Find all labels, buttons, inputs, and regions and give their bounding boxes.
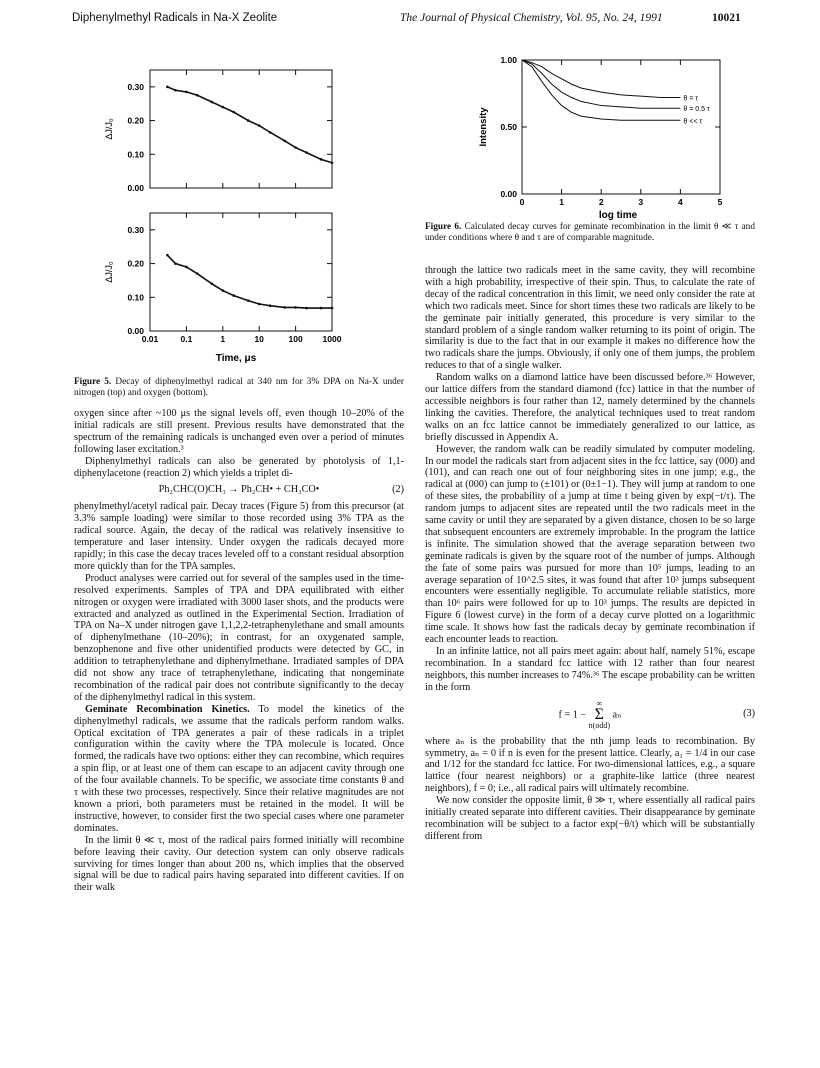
plot-frame	[150, 70, 332, 188]
equation-2-body: Ph₂CHC(O)CH₃ → Ph₂CH• + CH₃CO•	[158, 484, 320, 496]
x-tick-label: 0	[519, 197, 525, 207]
x-tick-label: 1	[559, 197, 564, 207]
decay-trace	[167, 255, 332, 308]
x-tick-label: 1000	[322, 334, 342, 344]
paragraph	[74, 704, 404, 835]
x-tick-label: 0.01	[141, 334, 159, 344]
paragraph: We now consider the opposite limit, θ ≫ τ, where essentially all radical pairs initially created separate into different cavities. Their disappearance by geminate recombination will be subject to a factor exp(−θ/t) which will be substantially different from	[425, 795, 755, 842]
series-label: θ = 0.5 τ	[683, 106, 710, 114]
paragraph: phenylmethyl/acetyl radical pair. Decay traces (Figure 5) from this precursor (at 3.3% sample loading) were similar to those recorded using 3% TPA as the radical source. Again, the decay of the radical was relatively insensitive to temperature and laser intensity. Under oxygen the radicals decayed more rapidly; in this case the decay traces leveled off to a constant residual absorption more quickly than for the TPA samples.	[74, 501, 404, 572]
y-tick-label: 0.30	[127, 81, 144, 92]
equation-3-term: aₙ	[612, 708, 622, 720]
series-line	[522, 60, 680, 108]
plot-frame	[522, 60, 720, 194]
y-axis-label: Intensity	[478, 107, 489, 147]
figure-6-caption-label: Figure 6.	[425, 222, 462, 232]
y-tick-label: 0.20	[127, 115, 144, 126]
x-tick-label: 2	[598, 197, 604, 207]
paragraph: Random walks on a diamond lattice have been discussed before.³⁶ However, our lattice differs from the standard diamond (fcc) lattice in that the number of accessible neighbors is four rather than 12, namely determined by the channels linking the cavities. Therefore, the analytical techniques used to treat random walks on an fcc lattice cannot be immediately generalized to our lattice, as briefly discussed in Appendix A.	[425, 372, 755, 443]
paragraph: However, the random walk can be readily simulated by computer modeling. In our model the radicals start from adjacent sites in the fcc lattice, say (000) and (101), and can reach one out of four neighboring sites in one jump; e.g., the radical at (000) can jump to (±101) or (0±1−1). They will jump at random to one of these sites, the probability of a jump at time t being given by exp(−t/τ). The random jumps to adjacent sites are repeated until the two radicals meet in the same cavity or until they are separated by a given distance, chosen to be so large that subsequent encounters are extremely improbable. In the program the lattice is infinite. The simulation showed that the average separation between two geminate radicals is given by the square root of the number of jumps. Although the fate of some pairs was pursued for more than 10⁵ jumps, leading to an average separation of 10^2.5 sites, it was found that after 10³ jumps subsequent encounters were essentially negligible. To accumulate reliable statistics, more than 10⁶ pairs were followed for up to 10³ jumps. The results are depicted in Figure 6 (lowest curve) in the form of a decay curve plotted on a logarithmic time scale. It shows how fast the radicals decay by geminate recombination if each encounter leads to reaction.	[425, 443, 755, 646]
y-tick-label: 0.20	[127, 258, 144, 269]
y-axis-label: ΔJ/J₀	[104, 118, 114, 140]
left-column	[74, 408, 404, 894]
figure-6-plot	[478, 55, 723, 207]
paragraph: oxygen since after ~100 μs the signal levels off, even though 10–20% of the initial radicals are still present. Previous results have demonstrated that the spectrum of the remaining radicals is unchanged even over a period of minutes following laser excitation.³	[74, 408, 404, 455]
equation-3	[425, 700, 755, 730]
paragraph: through the lattice two radicals meet in the same cavity, they will recombine with a high probability, irrespective of their spin. Thus, to calculate the rate of decay of the radical concentration in this limit, we need only consider the rate at which two radicals meet. Since for short times these two radicals are likely to be the geminate pair initially generated, this procedure is very similar to the standard problem of a single random walker returning to its point of origin. The similarity is due to the fact that in our example it makes no difference how the two radicals share the jumps. Obviously, if only one of them jumps, the problem reduces to that of a single walker.	[425, 265, 755, 372]
x-tick-label: 100	[288, 334, 303, 344]
series-label: θ = τ	[683, 95, 699, 103]
x-tick-label: 3	[638, 197, 644, 207]
right-column	[425, 265, 755, 843]
decay-trace	[167, 87, 332, 163]
section-heading: Geminate Recombination Kinetics.	[85, 703, 250, 715]
journal-citation: The Journal of Physical Chemistry, Vol. 95, No. 24, 1991	[400, 12, 663, 24]
equation-2	[74, 484, 404, 496]
paragraph: where aₙ is the probability that the nth jump leads to recombination. By symmetry, aₙ = 0 if n is even for the present lattice. Clearly, a₁ = 1/4 in our case and 1/12 for the standard fcc lattice. For two-dimensional lattices, e.g., a square lattice (four nearest neighbors) or a graphite-like lattice (three nearest neighbors), f = 0; i.e., all radical pairs will ultimately recombine.	[425, 735, 755, 795]
figure-5-bottom-panel	[104, 213, 342, 344]
equation-3-sum-bottom: n(odd)	[588, 720, 610, 730]
paragraph: Product analyses were carried out for several of the samples used in the time-resolved experiments. Samples of TPA and DPA equilibrated with either nitrogen or oxygen were irradiated with 3000 laser shots, and the products were extracted and analyzed as outlined in the Experimental Section. Irradiation of TPA on Na–X under nitrogen gave 1,1,2,2-tetraphenylethane and small amounts of diphenylmethane (10–20%); in contrast, for an oxygenated sample, benzophenone and five other unidentified products were detected by GC, in addition to tetraphenylethane and diphenylmethane. Irradiated samples of DPA did not show any trace of tetraphenylethane, indicating that nongeminate recombination of the radical pair does not contribute significantly to the decay of the diphenylmethyl radical in this system.	[74, 572, 404, 703]
plot-frame	[150, 213, 332, 331]
y-tick-label: 0.30	[127, 224, 144, 235]
equation-3-sigma: Σ	[594, 705, 604, 723]
series-line	[522, 60, 680, 98]
equation-3-number: (3)	[743, 707, 755, 719]
figure-6-caption-text: Calculated decay curves for geminate recombination in the limit θ ≪ τ and under conditions where θ and τ are of comparable magnitude.	[425, 222, 755, 243]
y-tick-label: 0.50	[500, 122, 517, 132]
y-tick-label: 0.00	[500, 189, 517, 199]
figure-5-xlabel: Time, μs	[215, 353, 257, 364]
equation-3-lhs: f = 1 −	[558, 708, 587, 720]
paragraph: Diphenylmethyl radicals can also be generated by photolysis of 1,1-diphenylacetone (reaction 2) which yields a triplet di-	[74, 455, 404, 479]
running-title: Diphenylmethyl Radicals in Na-X Zeolite	[72, 12, 278, 24]
paragraph-text: To model the kinetics of the diphenylmethyl radicals, we assume that the radicals perform random walks. Optical excitation of TPA generates a pair of these radicals in a triplet configuration within the cavity where the TPA molecule is located. Once formed, the radicals have two options: either they can recombine, which requires a spin flip, or at least one of them can escape to an adjacent cavity through one of the four available channels. To be specific, we associate time constants θ and τ with these two processes, respectively. Since their relative magnitudes are not known a priori, both parameters must be retained in the model. It will be instructive, however, to consider first the two special cases where one parameter dominates.	[74, 703, 404, 834]
equation-2-number: (2)	[392, 484, 404, 496]
y-axis-label: ΔJ/J₀	[104, 261, 114, 283]
figure-5-caption	[74, 377, 404, 399]
y-tick-label: 0.10	[127, 292, 144, 303]
series-label: θ << τ	[683, 118, 703, 126]
figure-5-caption-text: Decay of diphenylmethyl radical at 340 nm for 3% DPA on Na-X under nitrogen (top) and oxygen (bottom).	[74, 377, 405, 398]
x-tick-label: 4	[678, 197, 683, 207]
x-tick-label: 5	[717, 197, 723, 207]
figure-5-top-panel	[104, 70, 333, 193]
equation-3-sum-top: ∞	[596, 698, 603, 708]
paragraph: In an infinite lattice, not all pairs meet again: about half, namely 51%, escape recombination. In a standard fcc lattice with 12 rather than four nearest neighbors, this number increases to 74%.³⁶ The escape probability can be written in the form	[425, 646, 755, 693]
x-tick-label: 10	[254, 334, 264, 344]
y-tick-label: 1.00	[500, 55, 517, 65]
x-tick-label: 0.1	[180, 334, 193, 344]
y-tick-label: 0.00	[127, 326, 144, 336]
x-tick-label: 1	[220, 334, 226, 344]
figure-6-xlabel: log time	[598, 210, 638, 221]
y-tick-label: 0.10	[127, 149, 144, 160]
figure-6-caption	[425, 222, 755, 244]
equation-3-sum	[589, 700, 610, 730]
figure-5-caption-label: Figure 5.	[74, 377, 112, 387]
y-tick-label: 0.00	[127, 183, 144, 193]
page-number: 10021	[712, 12, 741, 24]
figure-6	[470, 52, 750, 224]
paragraph: In the limit θ ≪ τ, most of the radical pairs formed initially will recombine before leaving their cavity. Our detection system can only observe radicals surviving for times longer than about 200 ns, which implies that the observed signal will be due to radical pairs having separated into different cavities. If on their walk	[74, 834, 404, 894]
figure-5	[70, 58, 410, 376]
